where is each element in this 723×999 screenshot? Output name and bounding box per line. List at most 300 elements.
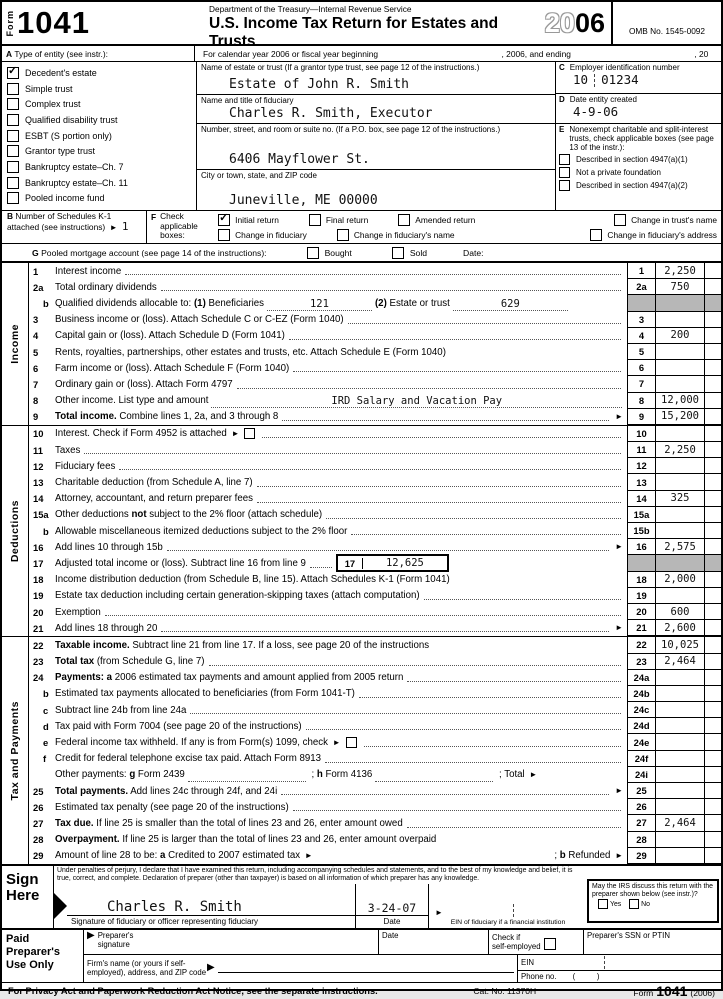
fill-in-field[interactable] (375, 781, 493, 782)
label-text: Charitable deduction (from Schedule A, line 7) (55, 477, 253, 489)
entry-line-number: 21 (627, 620, 656, 635)
entry-line-number (627, 555, 656, 570)
fiduciary-ein-cell (428, 884, 587, 928)
amount-field[interactable] (656, 702, 704, 717)
entity-checkbox[interactable] (7, 67, 19, 79)
dot-leader (257, 502, 621, 503)
f-checkbox[interactable] (218, 229, 230, 241)
cents-field[interactable] (704, 751, 721, 766)
city-value[interactable]: Juneville, ME 00000 (229, 193, 378, 208)
amount-field[interactable] (656, 555, 704, 570)
preparer-signature-cell[interactable] (84, 930, 378, 954)
amount-field[interactable]: 200 (670, 329, 690, 342)
dot-leader (325, 762, 621, 763)
street-label: Number, street, and room or suite no. (If a P.O. box, see page 12 of the instructions.) (201, 125, 501, 134)
line-label (55, 848, 627, 864)
entry-cells (627, 783, 721, 799)
amount-field[interactable] (656, 523, 704, 538)
line-number: b (43, 297, 49, 309)
form-word-label: Form (5, 9, 15, 37)
entry-cells (627, 848, 721, 864)
line-number: d (43, 720, 49, 732)
line-label (55, 767, 627, 783)
line-label (55, 507, 627, 523)
amount-field[interactable]: 2,464 (664, 655, 696, 668)
cents-field[interactable] (704, 637, 721, 652)
entity-type-option (7, 175, 196, 191)
form-line-4 (29, 328, 721, 344)
form-line-3 (29, 312, 721, 328)
label-text: Credited to 2007 estimated tax (165, 850, 303, 862)
cents-field[interactable] (704, 295, 721, 310)
entity-checkbox[interactable] (7, 114, 19, 126)
entry-cells (627, 604, 721, 620)
line-number: c (43, 704, 49, 716)
form-line-10 (29, 426, 721, 442)
cents-field[interactable] (704, 620, 721, 635)
amount-field[interactable] (656, 295, 704, 310)
ein-dashed-divider (513, 904, 514, 917)
label-text-bold: Total payments. (55, 785, 129, 797)
cents-field[interactable] (704, 360, 721, 375)
preparer-ein-cell[interactable] (518, 955, 721, 971)
amount-field[interactable]: 750 (670, 280, 690, 293)
f-checkbox[interactable] (337, 229, 349, 241)
label-text: Allowable miscellaneous itemized deductions subject to the 2% floor (55, 525, 348, 537)
firm-name-label: Firm's name (or yours if self-employed), address, and ZIP code (87, 959, 207, 978)
label-text: Beneficiaries (205, 297, 264, 309)
label-text-bold: Payments: a (55, 672, 113, 684)
line-label (55, 458, 627, 474)
amount-field[interactable]: 2,575 (664, 540, 696, 553)
preparer-ssn-cell[interactable] (583, 930, 721, 954)
cents-field[interactable] (704, 507, 721, 522)
f-checkbox[interactable] (398, 214, 410, 226)
amount-field[interactable] (656, 507, 704, 522)
preparer-date-cell[interactable] (378, 930, 488, 954)
line-label (55, 360, 627, 376)
label-text: Estate tax deduction including certain generation-skipping taxes (attach computation) (55, 590, 420, 602)
line-number: 6 (33, 362, 39, 374)
form-line-22 (29, 637, 721, 653)
f-option-label: Amended return (415, 214, 476, 225)
firm-name-field[interactable] (218, 972, 514, 973)
form-line-8 (29, 393, 721, 409)
section-side-band (2, 263, 29, 425)
e-checkbox[interactable] (559, 180, 570, 191)
amount-field[interactable]: 12,000 (661, 394, 699, 407)
cents-field[interactable] (704, 848, 721, 863)
amount-field[interactable] (656, 832, 704, 847)
label-text: ; (308, 769, 317, 781)
entry-cells (627, 734, 721, 750)
entry-cells (627, 393, 721, 409)
entry-line-number (627, 295, 656, 310)
cents-field[interactable] (704, 491, 721, 506)
form-line-24d (29, 718, 721, 734)
form-line-b (29, 295, 721, 311)
label-text-bold: Tax due. (55, 817, 94, 829)
cents-field[interactable] (704, 409, 721, 424)
cents-field[interactable] (704, 572, 721, 587)
entity-option-label: Complex trust (25, 99, 81, 110)
label-text-bold: (1) (193, 297, 206, 309)
line-number: 28 (33, 834, 44, 846)
amount-field[interactable] (656, 426, 704, 441)
estate-name-value[interactable]: Estate of John R. Smith (229, 77, 410, 92)
preparer-ein-label: EIN (521, 957, 534, 967)
line-label (55, 523, 627, 539)
amount-field[interactable] (656, 767, 704, 782)
bf-row (2, 211, 721, 244)
line-label (55, 588, 627, 604)
f-boxes-row1 (218, 214, 717, 226)
line-label (55, 751, 627, 767)
label-text: Fiduciary fees (55, 460, 116, 472)
entity-checkbox[interactable] (7, 192, 19, 204)
f-option (590, 229, 717, 241)
line-label (55, 734, 627, 750)
entry-cells (627, 799, 721, 815)
amount-field[interactable] (656, 360, 704, 375)
fill-in-field[interactable]: 121 (267, 298, 372, 311)
entry-line-number: 24e (627, 734, 656, 749)
dot-leader (167, 550, 609, 551)
cents-field[interactable] (704, 767, 721, 782)
e-option-label: Described in section 4947(a)(1) (576, 155, 688, 164)
f-checkbox[interactable] (590, 229, 602, 241)
label-text: 2006 estimated tax payments and amount applied from 2005 return (112, 672, 404, 684)
dot-leader (281, 794, 609, 795)
arrow-icon: ► (615, 850, 623, 860)
form-line-25 (29, 783, 721, 799)
amount-field[interactable] (656, 799, 704, 814)
cents-field[interactable] (704, 263, 721, 278)
cents-field[interactable] (704, 588, 721, 603)
line-label (55, 491, 627, 507)
cents-field[interactable] (704, 686, 721, 701)
amount-field[interactable] (656, 458, 704, 473)
self-employed-checkbox[interactable] (544, 938, 556, 950)
cents-field[interactable] (704, 604, 721, 619)
f-option-label: Change in fiduciary's name (353, 230, 455, 241)
cents-field[interactable] (704, 539, 721, 554)
entry-line-number: 14 (627, 491, 656, 506)
cents-field[interactable] (704, 555, 721, 570)
line-label (55, 620, 627, 636)
amount-field[interactable]: 600 (670, 605, 690, 618)
line-number: 8 (33, 395, 39, 407)
entity-type-option (7, 191, 196, 207)
label-text: Other deductions (55, 509, 132, 521)
entry-line-number: 19 (627, 588, 656, 603)
name-address-block (197, 62, 555, 210)
row-a (2, 46, 721, 62)
amount-field[interactable]: 2,250 (664, 264, 696, 277)
line-number: e (43, 737, 49, 749)
cents-field[interactable] (704, 734, 721, 749)
firm-name-cell[interactable] (84, 955, 517, 982)
entry-cells (627, 751, 721, 767)
label-text-bold: not (131, 509, 147, 521)
form-line-23 (29, 654, 721, 670)
amount-field[interactable]: 2,600 (664, 621, 696, 634)
line-number: 2a (33, 281, 44, 293)
dot-leader (209, 665, 621, 666)
preparer-date-label: Date (382, 930, 399, 940)
entry-line-number: 22 (627, 637, 656, 652)
entry-cells (627, 279, 721, 295)
catalog-number: Cat. No. 11370H (473, 985, 537, 996)
signature-caption: Signature of fiduciary or officer representing fiduciary (71, 916, 259, 926)
line-label (55, 312, 627, 328)
sold-checkbox[interactable] (392, 247, 404, 259)
label-text-bold: Total tax (55, 656, 95, 668)
cents-field[interactable] (704, 393, 721, 408)
amount-field[interactable]: 325 (670, 492, 690, 505)
label-text: Rents, royalties, partnerships, other estates and trusts, etc. Attach Schedule E (Form 1040) (55, 346, 446, 358)
preparer-region (2, 928, 721, 982)
fiduciary-value[interactable]: Charles R. Smith, Executor (229, 106, 433, 121)
sign-date-caption: Date (383, 916, 401, 926)
e-letter: E (559, 125, 565, 134)
label-text: Form 4136 (322, 769, 373, 781)
street-field (197, 124, 555, 170)
cents-field[interactable] (704, 832, 721, 847)
entry-line-number: 10 (627, 426, 656, 441)
entry-line-number: 1 (627, 263, 656, 278)
f-checkbox[interactable] (614, 214, 626, 226)
f-option-label: Change in fiduciary (235, 230, 307, 241)
cents-field[interactable] (704, 815, 721, 830)
arrow-icon: ► (615, 786, 623, 796)
fill-in-field[interactable] (188, 781, 306, 782)
irs-discuss-text: May the IRS discuss this return with the preparer shown below (see instr.)? (592, 882, 714, 899)
label-text: Federal income tax withheld. If any is from Form(s) 1099, check (55, 737, 331, 749)
entity-option-label: Grantor type trust (25, 146, 96, 157)
cents-field[interactable] (704, 783, 721, 798)
g-letter: G (32, 247, 39, 258)
entry-cells (627, 767, 721, 783)
row-a-letter: A (6, 48, 13, 59)
e-option (559, 154, 718, 165)
form-line-2a (29, 279, 721, 295)
label-text-bold: b (559, 850, 566, 862)
arrow-icon: ► (615, 411, 623, 421)
bought-label: Bought (324, 247, 352, 258)
line-label (55, 328, 627, 344)
form-line-14 (29, 491, 721, 507)
e-checkbox[interactable] (559, 167, 570, 178)
amount-field[interactable] (656, 783, 704, 798)
irs-discuss-no-checkbox[interactable] (629, 899, 639, 909)
arrow-icon: ► (109, 222, 118, 232)
cents-field[interactable] (704, 442, 721, 457)
line-label (55, 815, 627, 831)
cents-field[interactable] (704, 799, 721, 814)
f-option (337, 229, 455, 241)
amount-field[interactable]: 2,000 (664, 573, 696, 586)
e-option (559, 180, 718, 191)
amount-field[interactable] (656, 718, 704, 733)
amount-field[interactable] (656, 848, 704, 863)
line-number: 17 (33, 557, 44, 569)
inline-amount-value[interactable]: 12,625 (385, 557, 424, 570)
dot-leader (293, 371, 621, 372)
entity-option-label: Bankruptcy estate–Ch. 11 (25, 177, 128, 188)
amount-field[interactable] (656, 588, 704, 603)
line-label (55, 555, 627, 571)
cents-field[interactable] (704, 702, 721, 717)
amount-field[interactable] (656, 474, 704, 489)
cents-field[interactable] (704, 376, 721, 391)
form-line-24e (29, 734, 721, 750)
arrow-icon: ► (435, 907, 443, 917)
label-text: Qualified dividends allocable to: (55, 297, 194, 309)
line-number: 5 (33, 346, 39, 358)
line-number: 22 (33, 639, 44, 651)
line-number: 20 (33, 606, 44, 618)
line-label (55, 279, 627, 295)
entry-cells (627, 409, 721, 425)
schedules-k1-value[interactable]: 1 (121, 219, 129, 233)
irs-discuss-yes-checkbox[interactable] (598, 899, 608, 909)
label-text: Business income or (loss). Attach Schedule C or C-EZ (Form 1040) (55, 314, 344, 326)
street-value[interactable]: 6406 Mayflower St. (229, 152, 370, 167)
cents-field[interactable] (704, 328, 721, 343)
cents-field[interactable] (704, 474, 721, 489)
dot-leader (190, 713, 621, 714)
c-letter: C (559, 63, 565, 72)
amount-field[interactable]: 2,464 (664, 816, 696, 829)
amount-field[interactable] (656, 344, 704, 359)
entity-checkbox[interactable] (7, 130, 19, 142)
entry-line-number: 24i (627, 767, 656, 782)
entity-checkbox[interactable] (7, 83, 19, 95)
form-line-9 (29, 409, 721, 425)
ein-value-right: 01234 (601, 72, 639, 87)
amount-field[interactable]: 15,200 (661, 410, 699, 423)
cents-field[interactable] (704, 312, 721, 327)
inline-entry-box (336, 554, 449, 572)
entity-checkbox[interactable] (7, 177, 19, 189)
form-line-11 (29, 442, 721, 458)
ein-value[interactable] (559, 72, 718, 87)
entry-cells (627, 702, 721, 718)
entity-type-option (7, 128, 196, 144)
line-checkbox[interactable] (244, 428, 255, 439)
line-number: 18 (33, 574, 44, 586)
entity-checkbox[interactable] (7, 161, 19, 173)
section-2 (2, 636, 721, 864)
entity-type-heading (2, 46, 195, 61)
line-label (55, 637, 627, 653)
amount-field[interactable] (656, 376, 704, 391)
sign-date-value[interactable]: 3-24-07 (356, 901, 428, 916)
cents-field[interactable] (704, 458, 721, 473)
amount-field[interactable]: 2,250 (664, 443, 696, 456)
signature-value[interactable]: Charles R. Smith (67, 899, 355, 916)
f-checkbox[interactable] (218, 214, 230, 226)
entity-type-option (7, 112, 196, 128)
label-text: Refunded (565, 850, 614, 862)
line-number: b (43, 688, 49, 700)
label-text-bold: h (316, 769, 323, 781)
phone-cell[interactable] (518, 971, 721, 982)
line-number: 11 (33, 444, 43, 456)
label-text: Interest income (55, 265, 122, 277)
sign-date-cell (355, 884, 428, 928)
entry-cells (627, 507, 721, 523)
form-line-24a (29, 670, 721, 686)
cents-field[interactable] (704, 718, 721, 733)
entry-cells (627, 328, 721, 344)
preparer-content (84, 930, 721, 982)
entity-option-label: Simple trust (25, 83, 73, 94)
date-created-value[interactable]: 4-9-06 (573, 104, 619, 119)
cents-field[interactable] (704, 654, 721, 669)
footer-form-word: Form (633, 987, 654, 998)
entity-type-option (7, 81, 196, 97)
label-text: If line 25 is smaller than the total of lines 23 and 26, enter amount owed (93, 817, 403, 829)
dot-leader (293, 810, 621, 811)
entry-line-number: 24f (627, 751, 656, 766)
entry-line-number: 24b (627, 686, 656, 701)
amount-field[interactable] (656, 686, 704, 701)
line-label (55, 442, 627, 458)
arrow-icon: ▶ (87, 929, 95, 941)
cents-field[interactable] (704, 426, 721, 441)
label-text: Tax paid with Form 7004 (see page 20 of the instructions) (55, 720, 302, 732)
amount-field[interactable]: 10,025 (661, 638, 699, 651)
form-line-16 (29, 539, 721, 555)
entity-checkbox[interactable] (7, 98, 19, 110)
fill-in-field[interactable]: IRD Salary and Vacation Pay (211, 395, 622, 408)
e-checkbox[interactable] (559, 154, 570, 165)
cents-field[interactable] (704, 279, 721, 294)
amount-field[interactable] (656, 734, 704, 749)
form-line-15a (29, 507, 721, 523)
cents-field[interactable] (704, 670, 721, 685)
amount-field[interactable] (656, 312, 704, 327)
fill-in-field[interactable]: 629 (453, 298, 568, 311)
form-line-19 (29, 588, 721, 604)
label-text: Credit for federal telephone excise tax paid. Attach Form 8913 (55, 753, 322, 765)
entry-line-number: 13 (627, 474, 656, 489)
arrow-icon: ► (332, 737, 341, 747)
arrow-icon: ► (615, 542, 623, 552)
bought-checkbox[interactable] (307, 247, 319, 259)
entity-checkbox[interactable] (7, 145, 19, 157)
label-text: Estimated tax payments allocated to beneficiaries (from Form 1041-T) (55, 688, 355, 700)
arrow-icon: ▶ (207, 962, 215, 974)
line-number: 1 (33, 265, 39, 277)
section-side-band (2, 637, 29, 864)
year-outline: 20 (544, 7, 575, 38)
calendar-year-text3: , 20 (694, 48, 709, 59)
line-checkbox[interactable] (346, 737, 357, 748)
amount-field[interactable] (656, 670, 704, 685)
form-line-29 (29, 848, 721, 864)
section-rows (29, 426, 721, 636)
footer-form-number: 1041 (656, 982, 688, 999)
e-option-label: Described in section 4947(a)(2) (576, 181, 688, 190)
cents-field[interactable] (704, 523, 721, 538)
amount-field[interactable] (656, 751, 704, 766)
f-checkbox[interactable] (309, 214, 321, 226)
entry-cells (627, 620, 721, 636)
cents-field[interactable] (704, 344, 721, 359)
